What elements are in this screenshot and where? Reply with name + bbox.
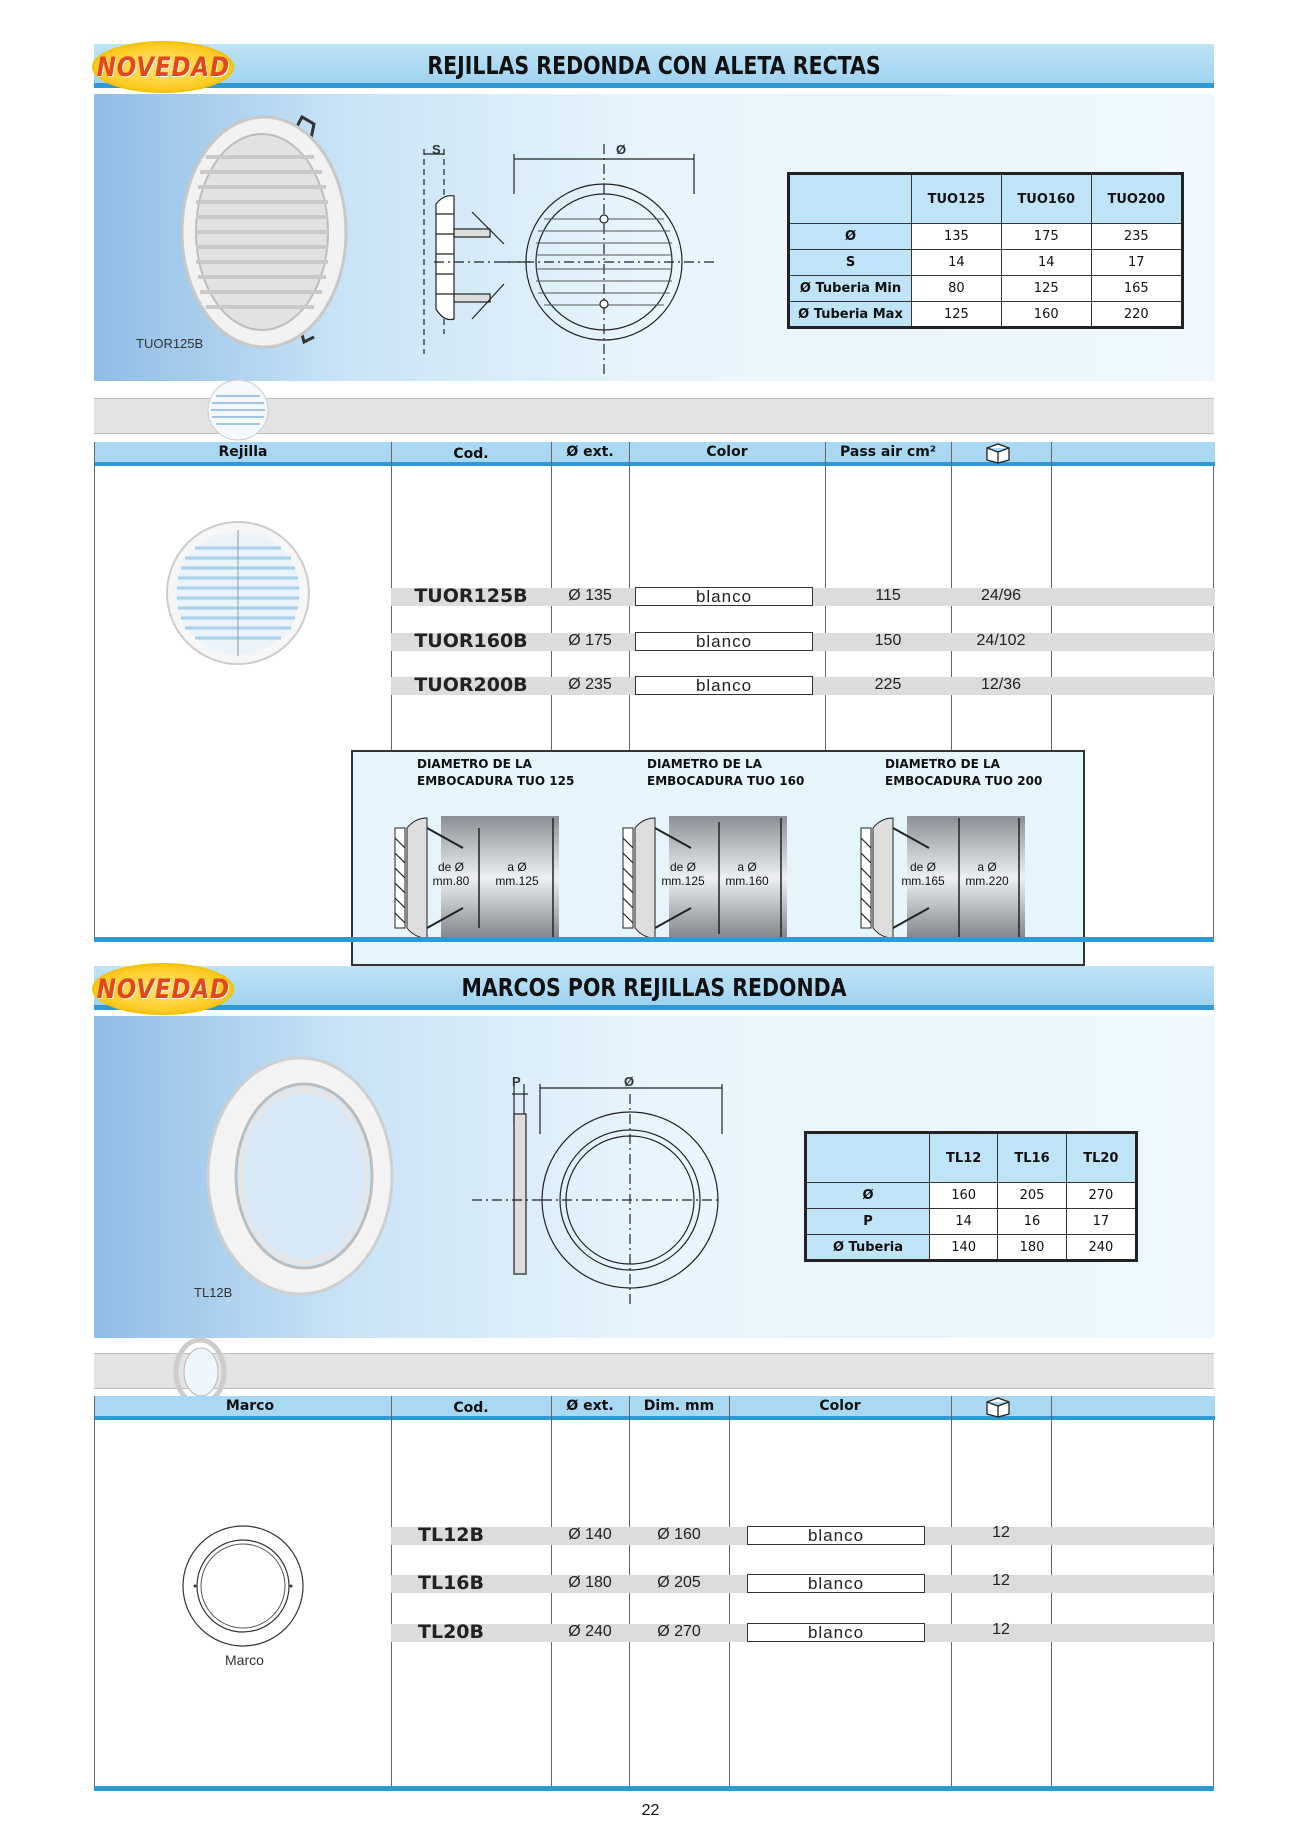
technical-drawing — [472, 1074, 732, 1304]
col-header: Pass air cm² — [840, 444, 936, 460]
product-pass-air: 115 — [875, 587, 901, 604]
section-title-bar — [94, 44, 1214, 88]
grille-thumbnail — [206, 378, 270, 442]
diameter-to: a Ø mm.125 — [495, 860, 539, 888]
spec-table: TUO125 TUO160 TUO200 Ø 135 175 235 S 14 14 17 Ø Tuberia Min 80 125 165 Ø Tuberia Max 125 160 220 — [787, 172, 1184, 329]
product-code: TUOR125B — [414, 585, 528, 607]
col-header: Dim. mm — [643, 1398, 715, 1414]
product-ext: Ø 175 — [568, 632, 612, 649]
technical-drawing — [414, 134, 734, 379]
col-header: Ø ext. — [566, 1398, 614, 1414]
product-ext: Ø 135 — [568, 587, 612, 604]
drawing-label-diameter: Ø — [624, 1074, 635, 1089]
spec-table: TL12 TL16 TL20 Ø 160 205 270 P 14 16 17 Ø Tuberia 140 180 240 — [804, 1131, 1138, 1262]
product-ext: Ø 140 — [568, 1526, 612, 1543]
product-code: TL20B — [418, 1621, 484, 1643]
section-marcos — [94, 966, 1214, 1796]
diameter-panel — [351, 750, 1085, 966]
section-rejillas — [94, 44, 1214, 944]
product-code: TL16B — [418, 1572, 484, 1594]
novedad-badge: NOVEDAD — [92, 963, 234, 1015]
spec-col: TUO125 — [912, 174, 1002, 224]
product-pack: 24/102 — [976, 632, 1026, 649]
product-table — [94, 442, 1214, 942]
product-hero — [94, 94, 1214, 381]
product-pack: 12 — [992, 1524, 1010, 1541]
diameter-from: de Ø mm.80 — [432, 860, 470, 888]
frame-product-image — [181, 1524, 305, 1648]
spec-col: TL12 — [930, 1133, 998, 1183]
product-pack: 12/36 — [980, 676, 1022, 693]
novedad-badge: NOVEDAD — [92, 41, 234, 93]
grille-product-image — [165, 520, 311, 666]
product-color: blanco — [635, 587, 813, 606]
section-bottom-line — [94, 1786, 1214, 1791]
product-dim: Ø 270 — [657, 1623, 701, 1640]
grey-band — [94, 1353, 1214, 1389]
col-header: Cod. — [453, 1400, 489, 1416]
photo-label: TUOR125B — [136, 336, 204, 351]
product-pass-air: 150 — [874, 632, 902, 649]
col-header: Rejilla — [218, 444, 268, 460]
diameter-title: DIAMETRO DE LA EMBOCADURA TUO 160 — [647, 757, 805, 788]
product-code: TUOR200B — [414, 674, 528, 696]
box-icon — [983, 442, 1013, 464]
section-title: MARCOS POR REJILLAS REDONDA — [461, 973, 847, 1002]
product-pass-air: 225 — [874, 676, 902, 693]
spec-col: TL20 — [1066, 1133, 1136, 1183]
col-header: Color — [706, 444, 748, 460]
product-color: blanco — [635, 676, 813, 695]
diameter-from: de Ø mm.165 — [901, 860, 945, 888]
product-ext: Ø 240 — [568, 1623, 612, 1640]
image-caption: Marco — [225, 1652, 264, 1668]
product-color: blanco — [635, 632, 813, 651]
product-pack: 12 — [992, 1621, 1010, 1638]
col-header: Ø ext. — [566, 444, 614, 460]
product-hero — [94, 1016, 1214, 1338]
col-header: Marco — [225, 1398, 275, 1414]
section-bottom-line — [94, 937, 1214, 942]
table-header — [95, 1396, 1215, 1420]
col-header: Color — [819, 1398, 861, 1414]
frame-photo — [204, 1054, 396, 1298]
drawing-label-s: S — [432, 142, 441, 157]
section-title: REJILLAS REDONDA CON ALETA RECTAS — [427, 51, 881, 80]
table-header — [95, 442, 1215, 466]
product-dim: Ø 160 — [657, 1526, 701, 1543]
product-ext: Ø 235 — [568, 676, 612, 693]
product-code: TL12B — [418, 1524, 484, 1546]
grille-photo — [174, 112, 354, 352]
product-pack: 24/96 — [980, 587, 1022, 604]
product-pack: 12 — [992, 1572, 1010, 1589]
spec-col: TUO200 — [1091, 174, 1182, 224]
diameter-to: a Ø mm.220 — [965, 860, 1009, 888]
product-ext: Ø 180 — [568, 1574, 612, 1591]
product-table — [94, 1396, 1214, 1788]
diameter-title: DIAMETRO DE LA EMBOCADURA TUO 125 — [417, 757, 575, 788]
product-dim: Ø 205 — [657, 1574, 701, 1591]
product-code: TUOR160B — [414, 630, 528, 652]
spec-col: TL16 — [998, 1133, 1066, 1183]
product-color: blanco — [747, 1526, 925, 1545]
photo-label: TL12B — [194, 1285, 233, 1300]
section-title-bar — [94, 966, 1214, 1010]
drawing-label-p: P — [512, 1074, 521, 1089]
product-color: blanco — [747, 1623, 925, 1642]
col-header: Cod. — [453, 446, 489, 462]
product-color: blanco — [747, 1574, 925, 1593]
page-number: 22 — [641, 1802, 660, 1819]
diameter-to: a Ø mm.160 — [725, 860, 769, 888]
spec-col: TUO160 — [1001, 174, 1091, 224]
drawing-label-diameter: Ø — [616, 142, 627, 157]
box-icon — [983, 1396, 1013, 1418]
diameter-title: DIAMETRO DE LA EMBOCADURA TUO 200 — [885, 757, 1043, 788]
diameter-from: de Ø mm.125 — [661, 860, 705, 888]
